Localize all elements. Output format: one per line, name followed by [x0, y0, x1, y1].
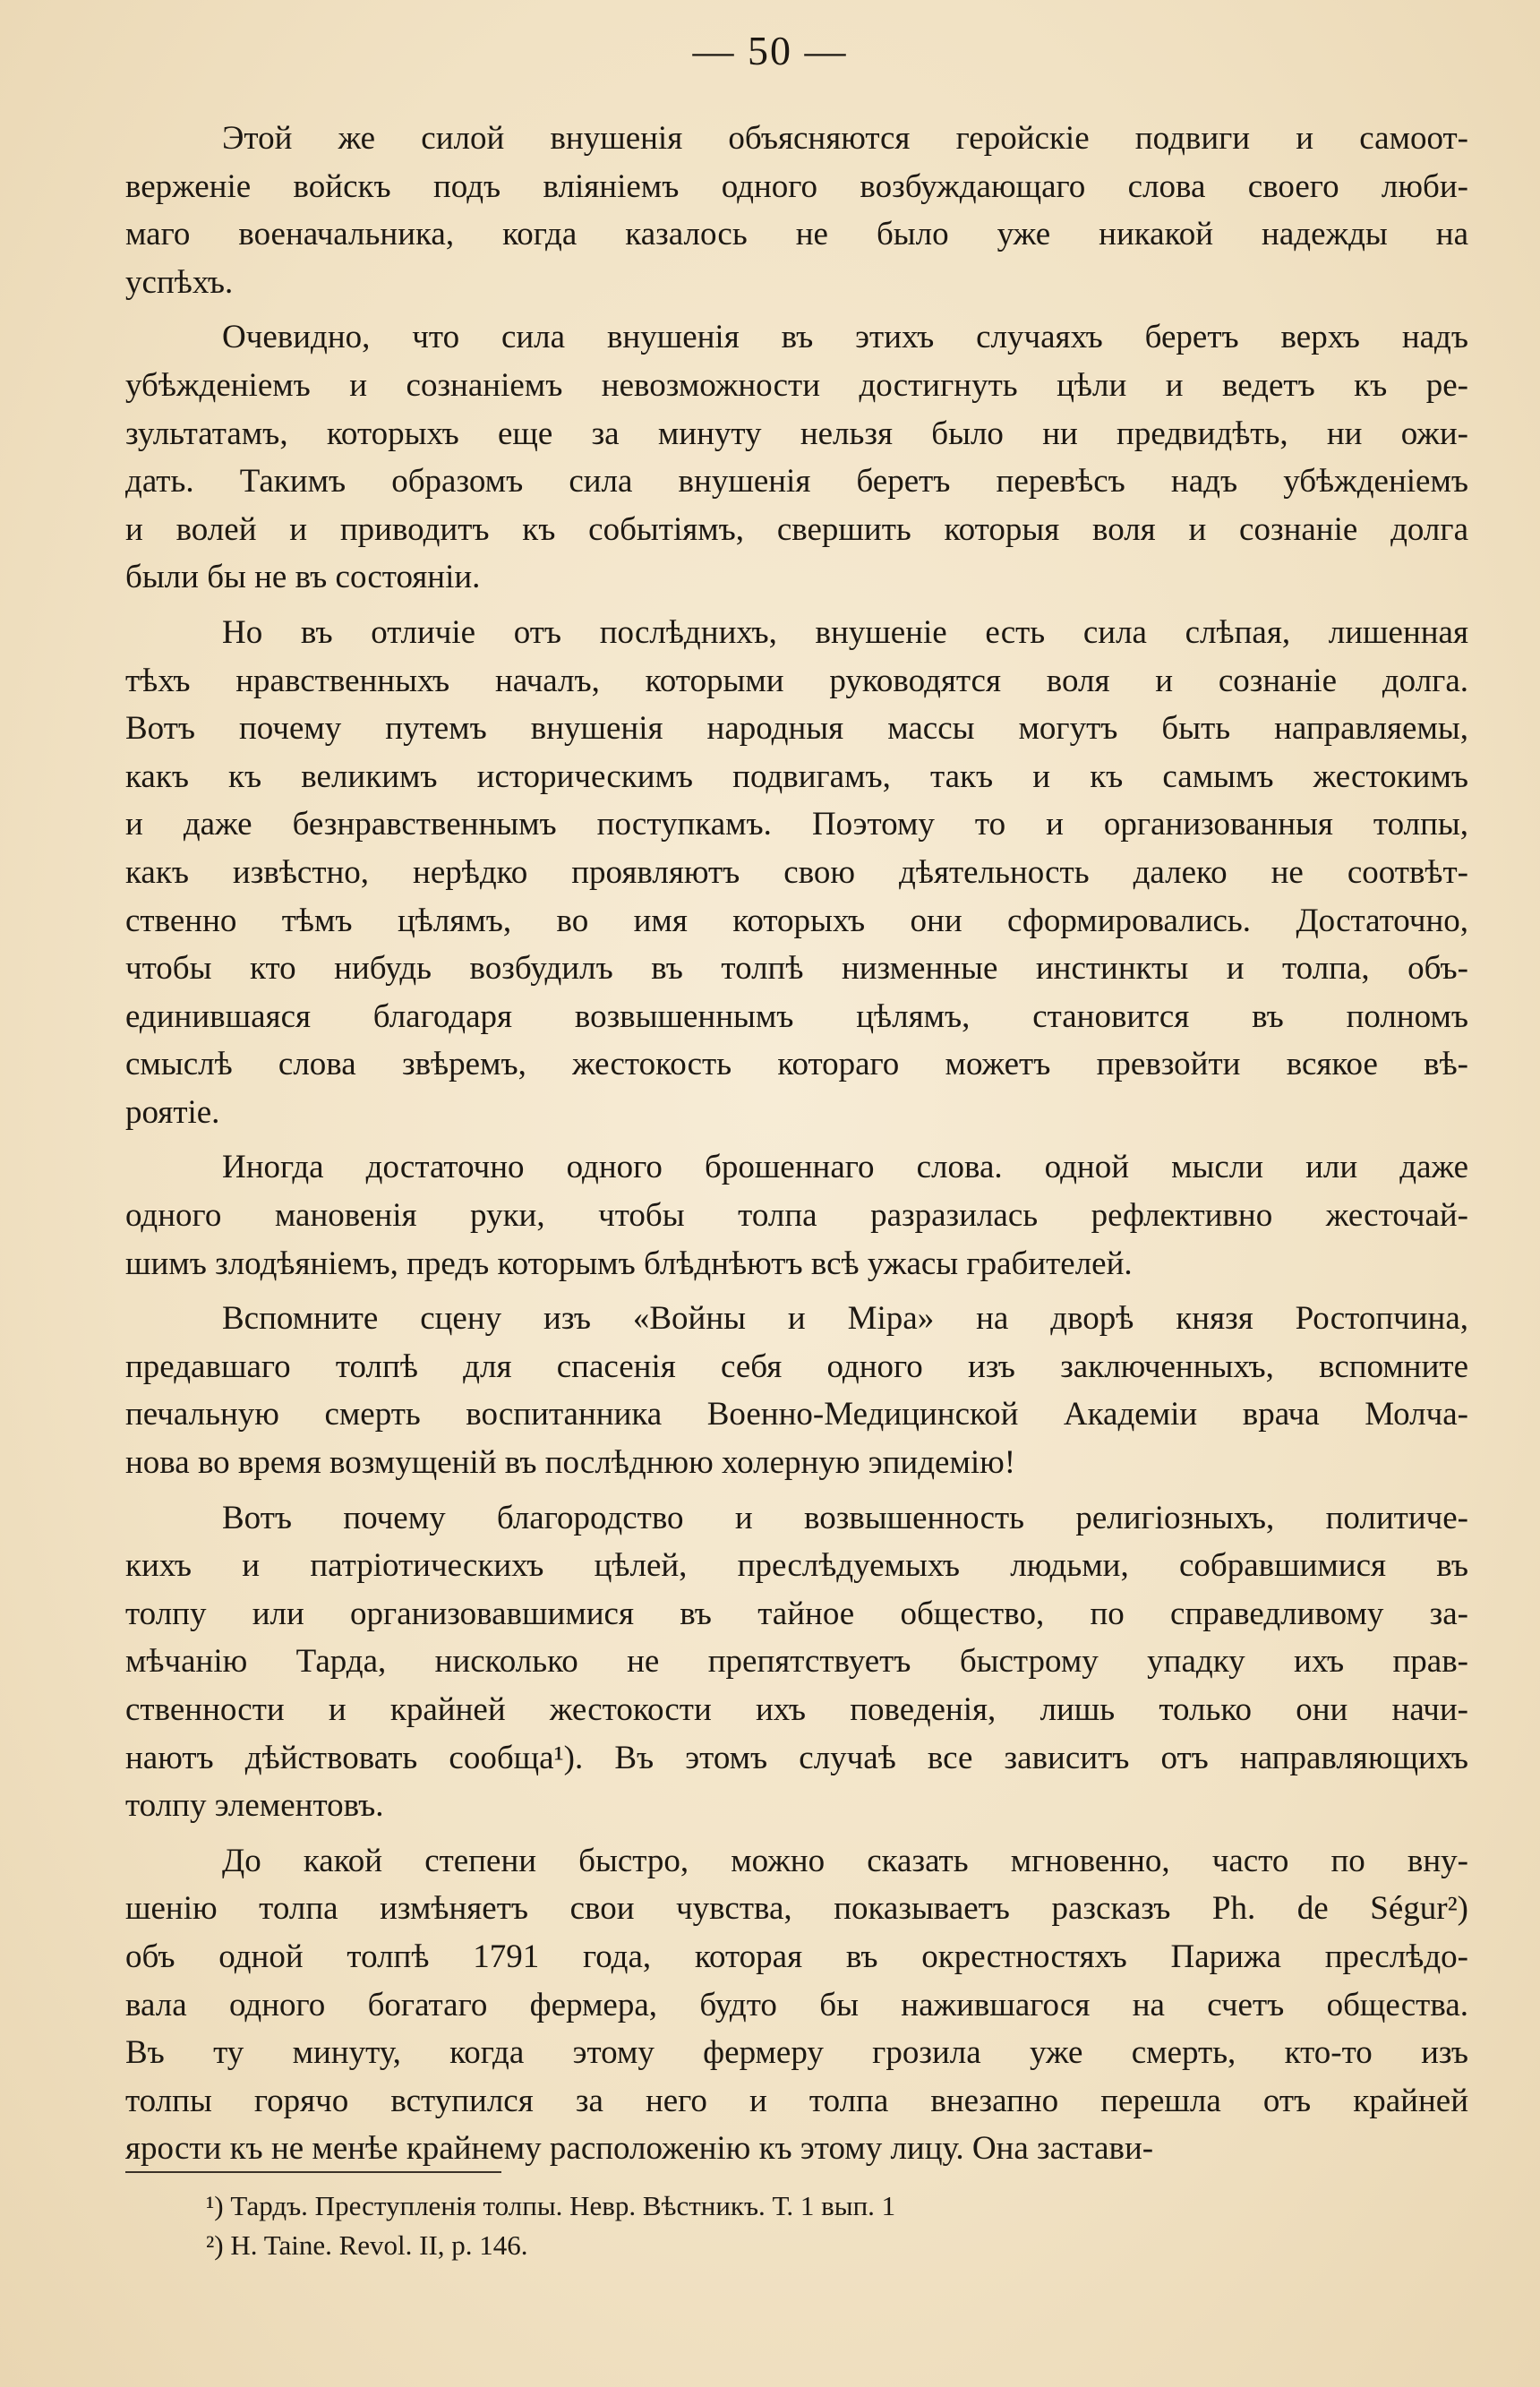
text-line: Вспомните сцену изъ «Войны и Міра» на дворѣ князя Ростопчина, [222, 1300, 1468, 1338]
text-line: шенію толпа измѣняетъ свои чувства, показываетъ разсказъ Ph. de Ségur²) [125, 1890, 1468, 1928]
text-line: До какой степени быстро, можно сказать мгновенно, часто по вну- [222, 1842, 1468, 1879]
text-line: мѣчанію Тарда, нисколько не препятствуетъ быстрому упадку ихъ прав- [125, 1643, 1468, 1681]
text-line: и волей и приводитъ къ событіямъ, свершить которыя воля и сознаніе долга [125, 510, 1468, 548]
text-line: смыслѣ слова звѣремъ, жестокость котораго можетъ превзойти всякое вѣ- [125, 1046, 1468, 1083]
footnote-divider [125, 2171, 501, 2173]
text-line: Въ ту минуту, когда этому фермеру грозила уже смерть, кто-то изъ [125, 2034, 1468, 2072]
text-line: дать. Такимъ образомъ сила внушенія беретъ перевѣсъ надъ убѣжденіемъ [125, 463, 1468, 500]
text-line: Вотъ почему благородство и возвышенность религіозныхъ, политиче- [222, 1499, 1468, 1536]
text-line: зультатамъ, которыхъ еще за минуту нельзя было ни предвидѣть, ни ожи- [125, 415, 1468, 452]
paragraph [125, 1143, 1468, 1288]
text-line: убѣжденіемъ и сознаніемъ невозможности достигнуть цѣли и ведетъ къ ре- [125, 366, 1468, 404]
text-line: Очевидно, что сила внушенія въ этихъ случаяхъ беретъ верхъ надъ [222, 319, 1468, 356]
text-line: толпу элементовъ. [125, 1787, 384, 1825]
text-line: толпы горячо вступился за него и толпа внезапно перешла отъ крайней [125, 2082, 1468, 2119]
text-line: объ одной толпѣ 1791 года, которая въ окрестностяхъ Парижа преслѣдо- [125, 1938, 1468, 1975]
paragraph [125, 1295, 1468, 1486]
text-line: Вотъ почему путемъ внушенія народныя массы могутъ быть направляемы, [125, 710, 1468, 748]
page-number: — 50 — [692, 28, 848, 73]
text-line: маго военачальника, когда казалось не было уже никакой надежды на [125, 216, 1468, 253]
paragraph [125, 115, 1468, 306]
text-line: нова во время возмущеній въ послѣднюю холерную эпидемію! [125, 1444, 1016, 1482]
body-text [125, 115, 1468, 2180]
text-line: предавшаго толпѣ для спасенія себя одного изъ заключенныхъ, вспомните [125, 1348, 1468, 1385]
paragraph [125, 609, 1468, 1137]
text-line: тѣхъ нравственныхъ началъ, которыми руководятся воля и сознаніе долга. [125, 662, 1468, 699]
text-line: ярости къ не менѣе крайнему расположенію къ этому лицу. Она застави- [125, 2130, 1154, 2168]
footnote: ²) H. Taine. Revol. II, p. 146. [206, 2229, 528, 2261]
text-line: наютъ дѣйствовать сообща¹). Въ этомъ случаѣ все зависитъ отъ направляющихъ [125, 1739, 1468, 1776]
text-line: роятіе. [125, 1093, 220, 1131]
text-line: ственности и крайней жестокости ихъ поведенія, лишь только они начи- [125, 1691, 1468, 1728]
paragraph [125, 1494, 1468, 1830]
text-line: какъ къ великимъ историческимъ подвигамъ, такъ и къ самымъ жестокимъ [125, 757, 1468, 795]
text-line: печальную смерть воспитанника Военно-Медицинской Академіи врача Молча- [125, 1396, 1468, 1433]
text-line: единившаяся благодаря возвышеннымъ цѣлямъ, становится въ полномъ [125, 997, 1468, 1035]
text-line: Иногда достаточно одного брошеннаго слова. одной мысли или даже [222, 1149, 1468, 1186]
text-line: Но въ отличіе отъ послѣднихъ, внушеніе есть сила слѣпая, лишенная [222, 613, 1468, 651]
text-line: и даже безнравственнымъ поступкамъ. Поэтому то и организованныя толпы, [125, 806, 1468, 843]
text-line: кихъ и патріотическихъ цѣлей, преслѣдуемыхъ людьми, собравшимися въ [125, 1547, 1468, 1585]
paragraph [125, 1837, 1468, 2173]
footnotes [206, 2186, 1370, 2265]
text-line: ственно тѣмъ цѣлямъ, во имя которыхъ они сформировались. Достаточно, [125, 902, 1468, 939]
text-line: Этой же силой внушенія объясняются геройскіе подвиги и самоот- [222, 120, 1468, 157]
text-line: верженіе войскъ подъ вліяніемъ одного возбуждающаго слова своего люби- [125, 167, 1468, 205]
text-line: одного мановенія руки, чтобы толпа разразилась рефлективно жесточай- [125, 1197, 1468, 1235]
text-line: шимъ злодѣяніемъ, предъ которымъ блѣднѣютъ всѣ ужасы грабителей. [125, 1245, 1133, 1282]
text-line: какъ извѣстно, нерѣдко проявляютъ свою дѣятельность далеко не соотвѣт- [125, 853, 1468, 891]
text-line: были бы не въ состояніи. [125, 559, 481, 596]
text-line: успѣхъ. [125, 263, 234, 301]
text-line: толпу или организовавшимися въ тайное общество, по справедливому за- [125, 1595, 1468, 1632]
footnote: ¹) Тардъ. Преступленія толпы. Невр. Вѣстникъ. Т. 1 вып. 1 [206, 2190, 896, 2221]
text-line: чтобы кто нибудь возбудилъ въ толпѣ низменные инстинкты и толпа, объ- [125, 950, 1468, 988]
paragraph [125, 313, 1468, 602]
text-line: вала одного богатаго фермера, будто бы нажившагося на счетъ общества. [125, 1986, 1468, 2023]
